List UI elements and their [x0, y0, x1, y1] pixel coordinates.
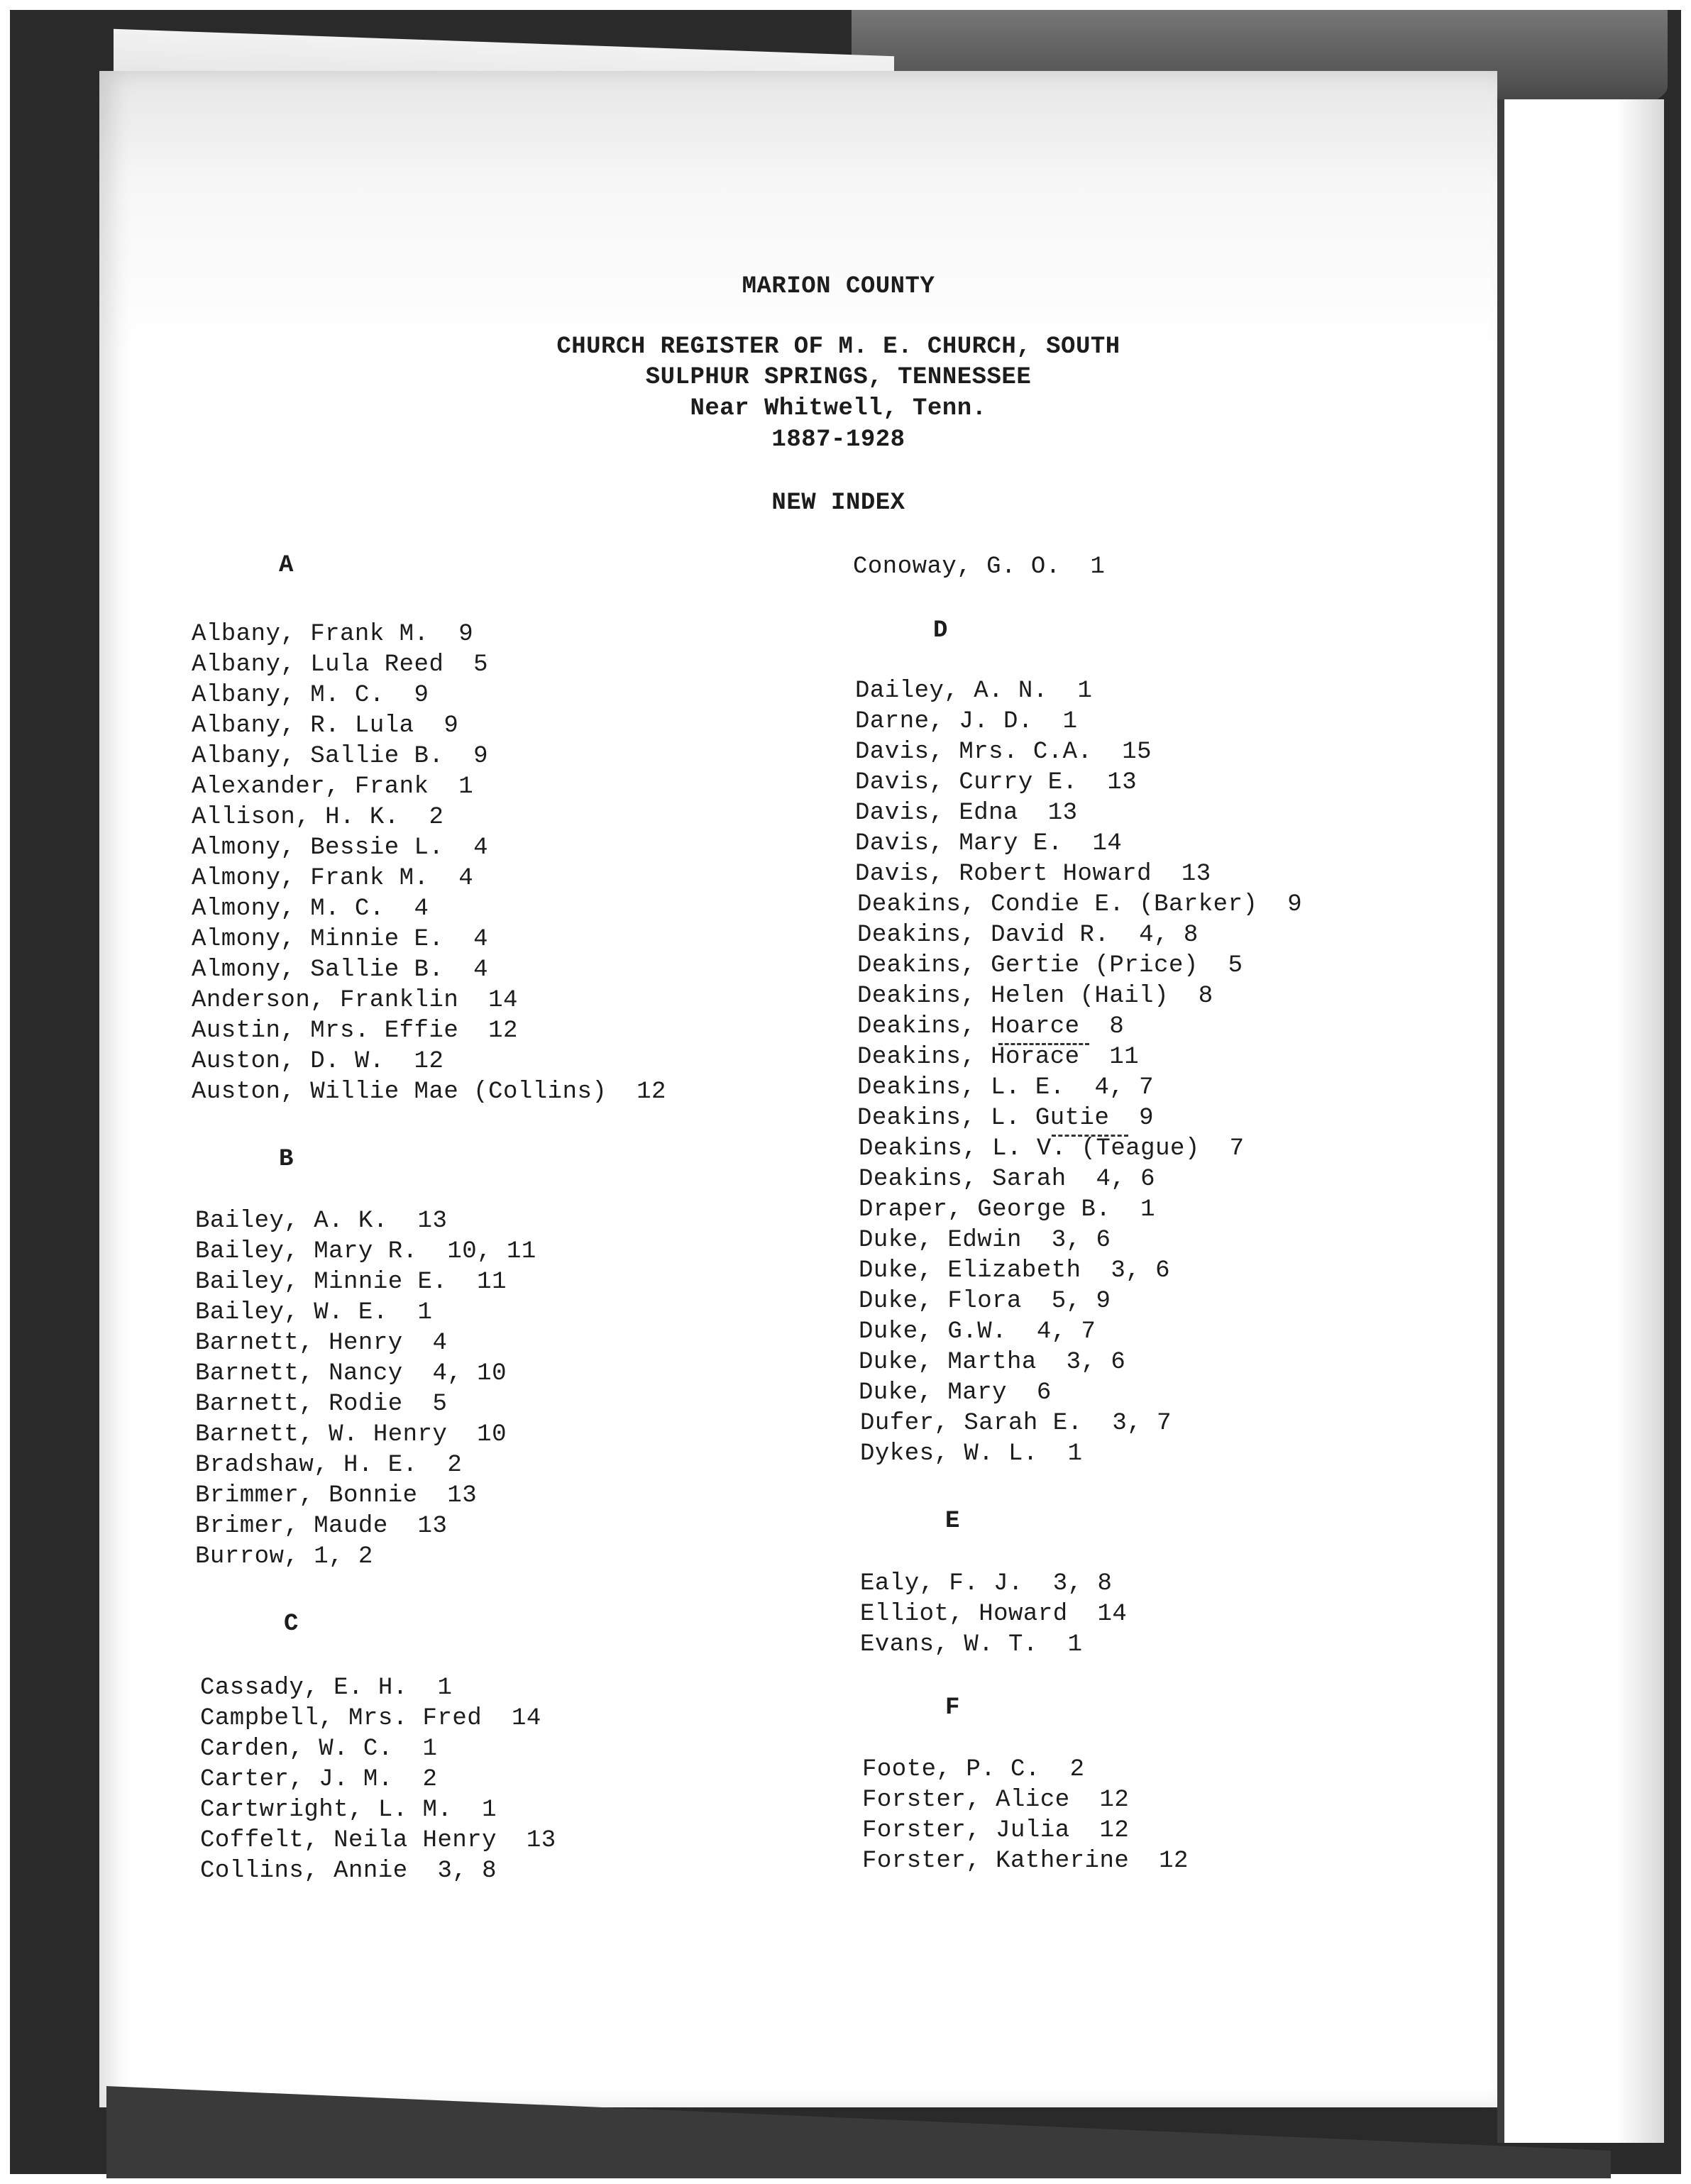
index-entry: Dykes, W. L. 1	[860, 1440, 1083, 1467]
index-entry: Almony, Frank M. 4	[192, 865, 474, 892]
index-entry: Campbell, Mrs. Fred 14	[200, 1705, 541, 1732]
index-entry: Ealy, F. J. 3, 8	[860, 1570, 1113, 1597]
index-entry: Collins, Annie 3, 8	[200, 1858, 497, 1885]
index-entry: Draper, George B. 1	[859, 1196, 1156, 1223]
index-entry: Davis, Mary E. 14	[855, 830, 1123, 857]
index-entry: Darne, J. D. 1	[855, 708, 1078, 735]
index-entry: Barnett, Nancy 4, 10	[195, 1360, 507, 1387]
index-entry: Deakins, Gertie (Price) 5	[857, 952, 1243, 979]
index-entry: Albany, Sallie B. 9	[192, 743, 489, 770]
index-entry: Auston, Willie Mae (Collins) 12	[192, 1079, 666, 1105]
index-entry-underlined: Deakins, L. Gutie 9	[857, 1105, 1155, 1132]
underline-mark-hoarce	[998, 1043, 1089, 1045]
index-entry: Bailey, Mary R. 10, 11	[195, 1238, 536, 1265]
index-entry: Allison, H. K. 2	[192, 804, 444, 831]
index-entry: Brimmer, Bonnie 13	[195, 1482, 478, 1509]
index-entry: Alexander, Frank 1	[192, 773, 474, 800]
index-entry: Deakins, Horace 11	[857, 1044, 1140, 1071]
index-entry: Albany, R. Lula 9	[192, 712, 459, 739]
section-letter-b: B	[279, 1146, 294, 1173]
index-entry: Duke, Elizabeth 3, 6	[859, 1257, 1170, 1284]
index-entry: Albany, Lula Reed 5	[192, 651, 489, 678]
index-entry: Bailey, Minnie E. 11	[195, 1269, 507, 1296]
index-entry: Cassady, E. H. 1	[200, 1675, 453, 1702]
index-entry: Davis, Curry E. 13	[855, 769, 1138, 796]
index-entry: Duke, G.W. 4, 7	[859, 1318, 1096, 1345]
index-entry: Barnett, Henry 4	[195, 1330, 448, 1357]
index-entry: Elliot, Howard 14	[860, 1601, 1128, 1628]
register-title: CHURCH REGISTER OF M. E. CHURCH, SOUTH	[556, 333, 1120, 360]
underline-mark-gutie	[1052, 1135, 1128, 1137]
index-entry: Duke, Martha 3, 6	[859, 1349, 1126, 1376]
index-entry: Albany, Frank M. 9	[192, 621, 474, 648]
index-entry: Davis, Edna 13	[855, 800, 1078, 827]
index-entry: Duke, Edwin 3, 6	[859, 1227, 1111, 1254]
index-entry: Almony, Minnie E. 4	[192, 926, 489, 953]
index-entry-underlined: Deakins, Hoarce 8	[857, 1013, 1125, 1040]
county-title: MARION COUNTY	[742, 273, 935, 300]
index-entry: Cartwright, L. M. 1	[200, 1797, 497, 1824]
index-entry: Bailey, W. E. 1	[195, 1299, 433, 1326]
location-line: SULPHUR SPRINGS, TENNESSEE	[645, 364, 1032, 391]
index-entry: Foote, P. C. 2	[862, 1756, 1085, 1783]
index-entry: Evans, W. T. 1	[860, 1631, 1083, 1658]
section-letter-f: F	[945, 1694, 960, 1721]
years-line: 1887-1928	[771, 426, 905, 453]
index-entry: Forster, Julia 12	[862, 1817, 1130, 1844]
section-letter-d: D	[933, 617, 948, 644]
index-entry: Deakins, L. V. (Teague) 7	[859, 1135, 1245, 1162]
index-entry: Barnett, W. Henry 10	[195, 1421, 507, 1448]
index-entry: Brimer, Maude 13	[195, 1513, 448, 1540]
index-subtitle: NEW INDEX	[771, 490, 905, 517]
index-entry: Carter, J. M. 2	[200, 1766, 438, 1793]
index-entry: Deakins, Condie E. (Barker) 9	[857, 891, 1303, 918]
index-entry: Duke, Flora 5, 9	[859, 1288, 1111, 1315]
index-entry: Auston, D. W. 12	[192, 1048, 444, 1075]
index-entry: Forster, Katherine 12	[862, 1848, 1189, 1875]
index-entry: Davis, Mrs. C.A. 15	[855, 739, 1152, 766]
index-entry: Davis, Robert Howard 13	[855, 861, 1211, 888]
index-entry: Deakins, Helen (Hail) 8	[857, 983, 1213, 1010]
near-line: Near Whitwell, Tenn.	[690, 395, 987, 422]
index-entry: Almony, M. C. 4	[192, 895, 429, 922]
section-letter-c: C	[284, 1611, 299, 1638]
index-entry: Anderson, Franklin 14	[192, 987, 518, 1014]
index-entry: Coffelt, Neila Henry 13	[200, 1827, 556, 1854]
index-entry: Albany, M. C. 9	[192, 682, 429, 709]
index-entry: Austin, Mrs. Effie 12	[192, 1017, 518, 1044]
index-entry: Dailey, A. N. 1	[855, 678, 1093, 705]
index-entry: Almony, Sallie B. 4	[192, 956, 489, 983]
index-entry: Deakins, Sarah 4, 6	[859, 1166, 1156, 1193]
index-entry: Dufer, Sarah E. 3, 7	[860, 1410, 1172, 1437]
index-entry: Bradshaw, H. E. 2	[195, 1452, 463, 1479]
section-letter-e: E	[945, 1508, 960, 1535]
index-entry: Duke, Mary 6	[859, 1379, 1052, 1406]
index-entry: Deakins, L. E. 4, 7	[857, 1074, 1155, 1101]
index-entry: Forster, Alice 12	[862, 1787, 1130, 1814]
index-entry: Almony, Bessie L. 4	[192, 834, 489, 861]
index-entry: Conoway, G. O. 1	[853, 553, 1106, 580]
index-entry: Barnett, Rodie 5	[195, 1391, 448, 1418]
index-entry: Carden, W. C. 1	[200, 1736, 438, 1763]
index-entry: Bailey, A. K. 13	[195, 1208, 448, 1235]
index-entry: Burrow, 1, 2	[195, 1543, 373, 1570]
section-letter-a: A	[279, 552, 294, 579]
index-entry: Deakins, David R. 4, 8	[857, 922, 1199, 949]
